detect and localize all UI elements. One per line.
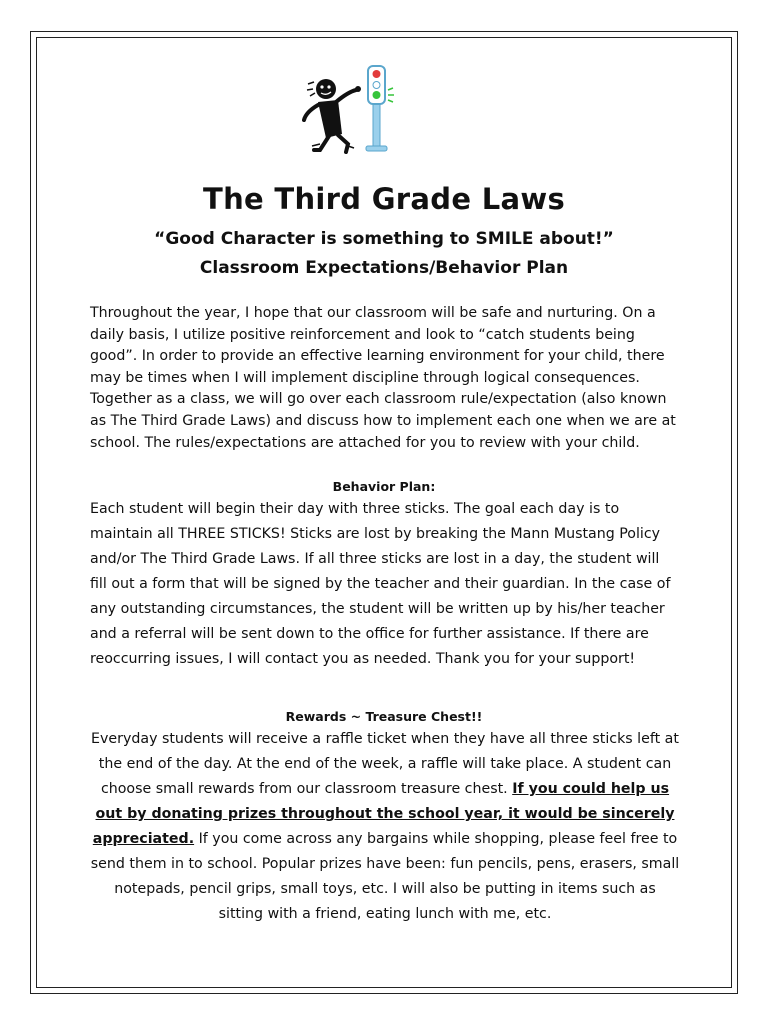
rewards-heading: Rewards ~ Treasure Chest!! bbox=[285, 709, 483, 724]
rewards-text-start: Everyday students will receive a raffle ticket when they have all three sticks left at the end of the day. At the end of the week, a raffle will take place. A student can choose small rewards from our classroom treasure chest. bbox=[91, 731, 679, 797]
walking-figure-traffic-light-icon bbox=[296, 62, 400, 156]
document-subheading: Classroom Expectations/Behavior Plan bbox=[199, 258, 569, 278]
document-subtitle: “Good Character is something to SMILE about!” bbox=[154, 229, 614, 249]
intro-paragraph: Throughout the year, I hope that our classroom will be safe and nurturing. On a daily basis, I utilize positive reinforcement and look to “catch students being good”. In order to provide an effective learning environment for your child, there may be times when I will implement discipline through logical consequences. Together as a class, we will go over each classroom rule/expectation (also known as The Third Grade Laws) and discuss how to implement each one when we are at school. The rules/expectations are attached for you to review with your child. bbox=[90, 305, 676, 451]
document-title: The Third Grade Laws bbox=[202, 182, 565, 216]
rewards-text-end: If you come across any bargains while shopping, please feel free to send them in to school. Popular prizes have been: fun pencils, pens, erasers, small notepads, pencil grips, small toys, etc. I will also be putting in items such as sitting with a friend, eating lunch with me, etc. bbox=[90, 831, 680, 922]
rewards-donation-request: If you could help us out by donating prizes throughout the school year, it would be sincerely appreciated. bbox=[92, 781, 675, 847]
behavior-plan-paragraph: Each student will begin their day with three sticks. The goal each day is to maintain all THREE STICKS! Sticks are lost by breaking the Mann Mustang Policy and/or The Third Grade Laws. If all three sticks are lost in a day, the student will fill out a form that will be signed by the teacher and their guardian. In the case of any outstanding circumstances, the student will be written up by his/her teacher and a referral will be sent down to the office for further assistance. If there are reoccurring issues, I will contact you as needed. Thank you for your support! bbox=[90, 501, 671, 667]
rewards-paragraph bbox=[90, 727, 680, 927]
behavior-plan-heading: Behavior Plan: bbox=[332, 479, 436, 494]
